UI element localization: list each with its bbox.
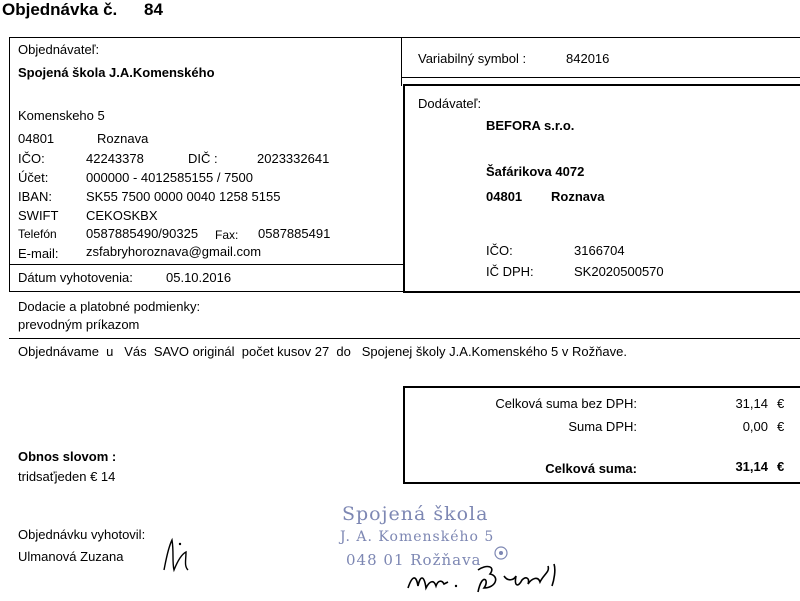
- supplier-zip: 04801: [486, 189, 523, 204]
- orderer-fax-label: Fax:: [215, 228, 239, 242]
- orderer-name: Spojená škola J.A.Komenského: [18, 65, 215, 80]
- amount-words-label: Obnos slovom :: [18, 449, 117, 464]
- order-number: 84: [144, 0, 163, 19]
- orderer-dic-label: DIČ :: [188, 151, 218, 166]
- terms-label: Dodacie a platobné podmienky:: [18, 299, 201, 314]
- orderer-fax: 0587885491: [258, 226, 331, 241]
- orderer-email-label: E-mail:: [18, 246, 59, 261]
- supplier-bottom-line: [403, 291, 800, 293]
- frame-left-line: [9, 37, 10, 292]
- order-title-label: Objednávka č.: [2, 0, 118, 19]
- total-without-vat-value: 31,14: [735, 396, 768, 411]
- signature-mark: [158, 530, 194, 576]
- orderer-city: Roznava: [97, 131, 149, 146]
- orderer-swift-label: SWIFT: [18, 208, 59, 223]
- handwritten-signature: [404, 558, 580, 601]
- orderer-ico-label: IČO:: [18, 151, 45, 166]
- date-label: Dátum vyhotovenia:: [18, 270, 133, 285]
- date-value: 05.10.2016: [166, 270, 232, 285]
- orderer-phone-label: Telefón: [18, 227, 57, 241]
- frame-mid-line: [401, 37, 402, 86]
- variable-symbol-value: 842016: [566, 51, 610, 66]
- total-without-vat-label: Celková suma bez DPH:: [495, 396, 637, 411]
- supplier-city: Roznava: [551, 189, 605, 204]
- orderer-label: Objednávateľ:: [18, 42, 100, 57]
- supplier-icdph: SK2020500570: [574, 264, 664, 279]
- totals-top-line: [403, 386, 800, 388]
- orderer-account: 000000 - 4012585155 / 7500: [86, 170, 253, 185]
- stamp-line-2: J. A. Komenského 5: [340, 529, 495, 545]
- orderer-phone: 0587885490/90325: [86, 226, 199, 241]
- order-text: Objednávame u Vás SAVO originál počet kusov 27 do Spojenej školy J.A.Komenského 5 v Rožňave.: [18, 344, 627, 359]
- supplier-street: Šafárikova 4072: [486, 164, 585, 179]
- date-bottom-line: [9, 291, 403, 292]
- variable-symbol-label: Variabilný symbol :: [418, 51, 527, 66]
- vat-currency: €: [777, 419, 785, 434]
- terms-value: prevodným príkazom: [18, 317, 140, 332]
- orderer-zip: 04801: [18, 131, 55, 146]
- total-value: 31,14: [735, 459, 768, 474]
- supplier-name: BEFORA s.r.o.: [486, 118, 575, 133]
- supplier-ico-label: IČO:: [486, 243, 513, 258]
- vat-value: 0,00: [742, 419, 768, 434]
- terms-bottom-line: [9, 338, 800, 339]
- stamp-line-3: 048 01 Rožňava: [346, 551, 482, 569]
- issued-by-name: Ulmanová Zuzana: [18, 549, 124, 564]
- supplier-left-line: [403, 84, 405, 293]
- supplier-top-line: [403, 84, 800, 86]
- orderer-iban-label: IBAN:: [18, 189, 52, 204]
- amount-words-value: tridsaťjeden € 14: [18, 469, 116, 484]
- total-currency: €: [777, 459, 785, 474]
- total-without-vat-currency: €: [777, 396, 785, 411]
- frame-top-line: [9, 37, 800, 38]
- order-title: [2, 0, 163, 20]
- orderer-account-label: Účet:: [18, 170, 49, 185]
- orderer-iban: SK55 7500 0000 0040 1258 5155: [86, 189, 281, 204]
- orderer-swift: CEKOSKBX: [86, 208, 158, 223]
- date-top-line: [9, 264, 403, 265]
- vat-label: Suma DPH:: [568, 419, 637, 434]
- stamp-line-1: Spojená škola: [342, 503, 489, 525]
- supplier-icdph-label: IČ DPH:: [486, 264, 534, 279]
- issued-by-label: Objednávku vyhotovil:: [18, 527, 146, 542]
- supplier-ico: 3166704: [574, 243, 625, 258]
- supplier-label: Dodávateľ:: [418, 96, 482, 111]
- total-label: Celková suma:: [545, 461, 637, 476]
- orderer-street: Komenskeho 5: [18, 108, 105, 123]
- totals-bottom-line: [403, 482, 800, 484]
- orderer-ico: 42243378: [86, 151, 144, 166]
- orderer-email: zsfabryhoroznava@gmail.com: [86, 244, 262, 259]
- orderer-dic: 2023332641: [257, 151, 330, 166]
- symbol-bottom-line: [401, 77, 800, 78]
